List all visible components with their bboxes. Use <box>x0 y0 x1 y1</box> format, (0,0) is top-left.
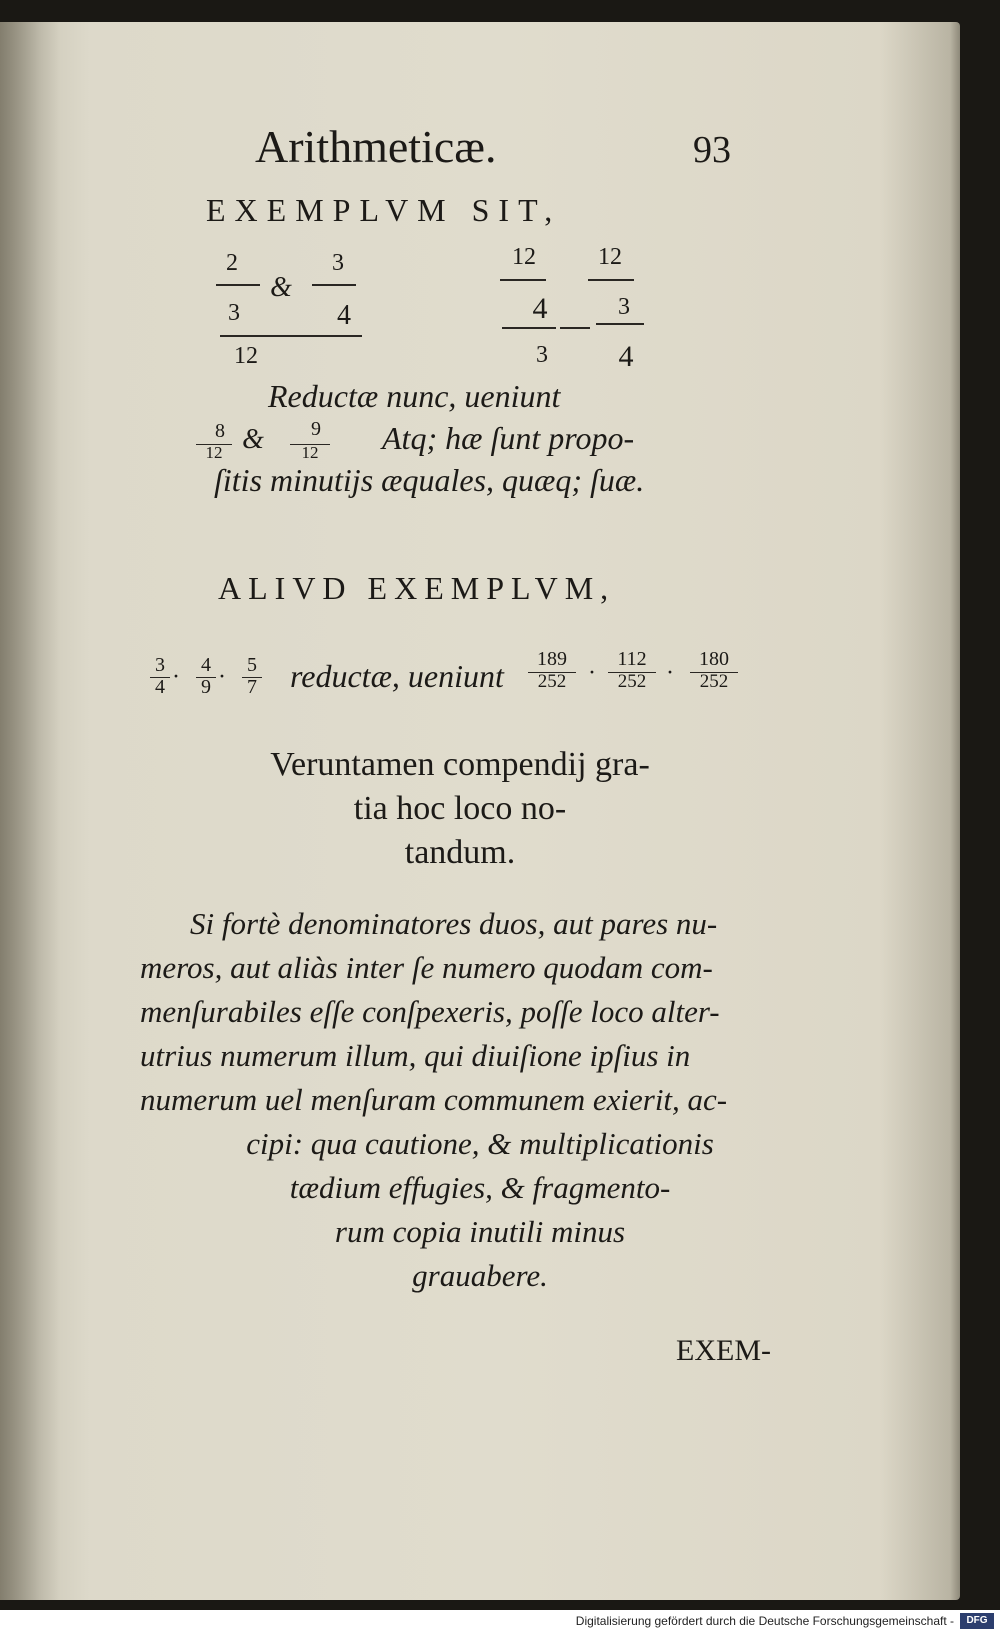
ex2-sep1: · <box>172 664 180 690</box>
ex2-result2-den: 252 <box>617 671 647 692</box>
ex1-right-bot-b: 4 <box>618 340 634 373</box>
para-line-9: grauabere. <box>412 1258 548 1293</box>
ex1-right-rule-bottom-dash <box>560 327 590 329</box>
ex1-right-rule-bottom-a <box>502 327 556 329</box>
footer-credit: Digitalisierung gefördert durch die Deutsche Forschungsgemeinschaft - <box>575 1614 954 1628</box>
dfg-logo: DFG <box>960 1613 994 1629</box>
para-line-4: utrius numerum illum, qui diuiſione ipſius in <box>140 1038 691 1073</box>
ex1-right-rule-a <box>500 279 546 281</box>
para-line-7: tædium effugies, & fragmento- <box>289 1170 671 1205</box>
ex2-frac2-den: 9 <box>201 676 211 698</box>
para-line-2: meros, aut aliàs inter ſe numero quodam com- <box>140 950 713 985</box>
ex1-left-numerator-b: 3 <box>332 250 344 276</box>
ex1-left-denominator-b: 4 <box>337 300 351 331</box>
ex1-right-bot-a: 3 <box>536 342 548 368</box>
ex1-left-denominator-a: 3 <box>228 300 240 326</box>
example2-heading: ALIVD EXEMPLVM, <box>218 570 616 606</box>
footer-bar <box>0 1610 1000 1634</box>
ex1-right-mid-b: 3 <box>618 294 630 320</box>
ex1-left-rule-b <box>312 284 356 286</box>
ex1-result-f1-den: 12 <box>205 443 223 462</box>
ex2-reducta-text: reductæ, ueniunt <box>290 658 504 694</box>
ex1-right-num-b: 12 <box>598 244 622 270</box>
ex1-left-rule-a <box>216 284 260 286</box>
ex2-result3-num: 180 <box>699 648 729 670</box>
ex1-left-conj: & <box>270 272 292 303</box>
note-line3: tandum. <box>404 834 516 871</box>
ex1-right-rule-b <box>588 279 634 281</box>
ex2-sep2: · <box>218 664 226 690</box>
para-line-5: numerum uel menſuram communem exierit, ac- <box>140 1082 728 1117</box>
ex1-left-product: 12 <box>234 343 258 369</box>
ex2-frac1-num: 3 <box>155 654 165 676</box>
ex1-text-line1: Reductæ nunc, ueniunt <box>268 378 561 414</box>
ex2-result2-num: 112 <box>617 648 647 670</box>
ex2-frac2-num: 4 <box>201 654 211 676</box>
ex1-right-rule-bottom-b <box>596 323 644 325</box>
para-line-3: menſurabiles eſſe conſpexeris, poſſe loco alter- <box>140 994 720 1029</box>
ex1-left-numerator-a: 2 <box>226 250 238 276</box>
para-line-8: rum copia inutili minus <box>334 1214 626 1249</box>
ex2-result1-den: 252 <box>537 671 567 692</box>
para-line-6: cipi: qua cautione, & multiplicationis <box>246 1126 714 1161</box>
ex2-frac3-num: 5 <box>247 654 257 676</box>
ex1-result-conj: & <box>242 424 264 455</box>
page-number: 93 <box>693 129 731 171</box>
ex1-text-line3: ſitis minutijs æquales, quæq; ſuæ. <box>214 462 645 498</box>
example1-heading: EXEMPLVM SIT, <box>206 192 562 228</box>
ex1-result-f2-num: 9 <box>311 418 321 440</box>
gutter-shadow <box>0 22 60 1600</box>
ex2-result3-den: 252 <box>699 671 729 692</box>
ex2-frac3-den: 7 <box>247 676 257 698</box>
ex1-right-num-a: 12 <box>512 244 536 270</box>
ex1-result-f2-den: 12 <box>301 443 319 462</box>
ex1-left-rule-bottom <box>220 335 362 337</box>
ex2-frac1-den: 4 <box>155 676 165 698</box>
ex1-text-line2-rest: Atq; hæ ſunt propo- <box>382 420 635 456</box>
ex2-rsep2: · <box>666 660 674 686</box>
ex2-rsep1: · <box>588 660 596 686</box>
para-line-1: Si fortè denominatores duos, aut pares nu- <box>190 906 718 941</box>
ex1-result-f1-num: 8 <box>215 420 225 442</box>
note-line1: Veruntamen compendij gra- <box>270 746 650 783</box>
catchword: EXEM- <box>676 1334 771 1367</box>
note-line2: tia hoc loco no- <box>353 790 567 827</box>
ex1-right-mid-a: 4 <box>532 292 548 325</box>
ex2-result1-num: 189 <box>537 648 567 670</box>
running-title: Arithmeticæ. <box>255 121 497 172</box>
